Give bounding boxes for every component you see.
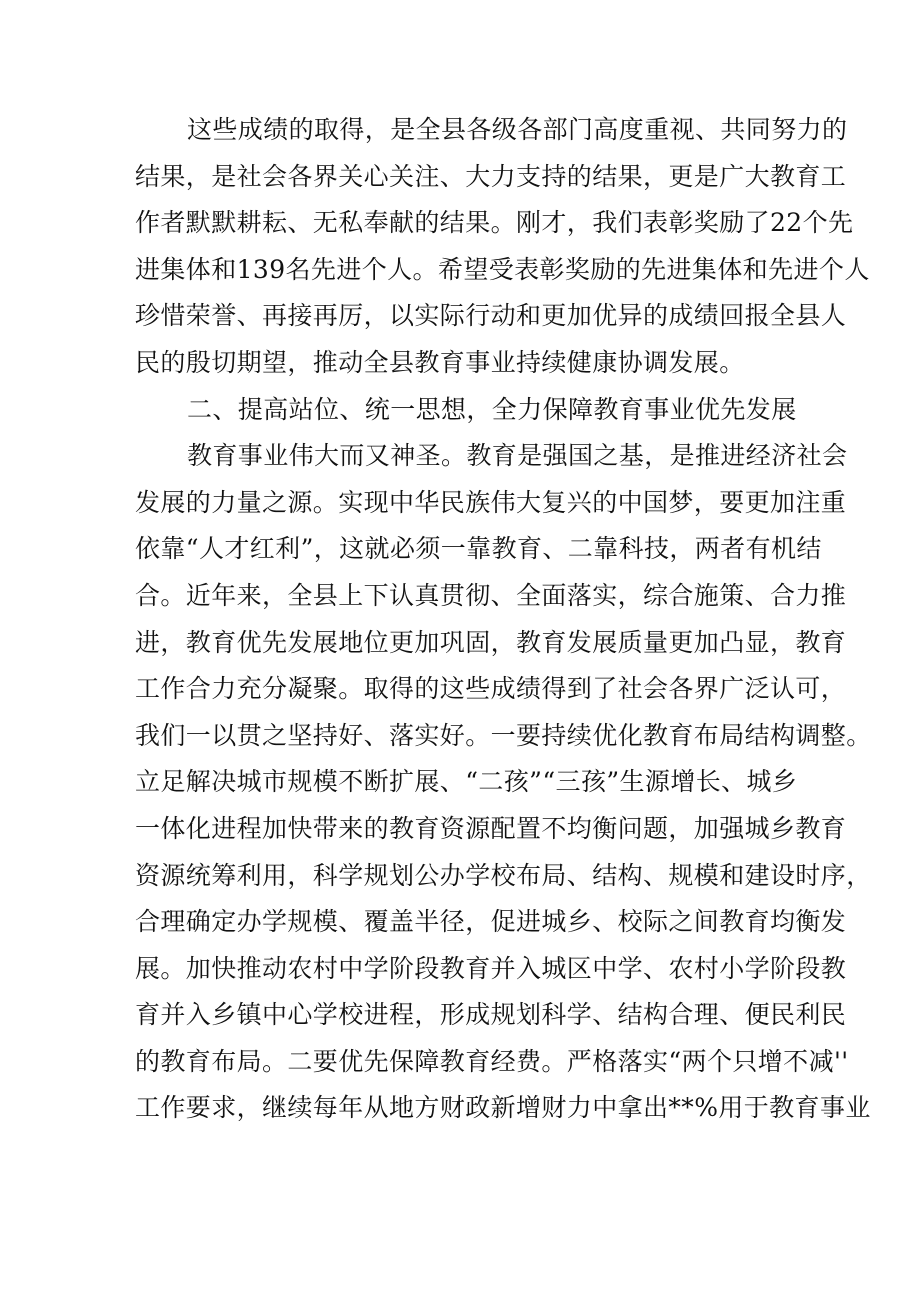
paragraph-line: 立足解决城市规模不断扩展、“二孩”“三孩”生源增长、城乡 [135, 767, 798, 797]
paragraph-line: 进集体和139名先进个人。希望受表彰奖励的先进集体和先进个人 [135, 254, 870, 284]
paragraph-line: 合理确定办学规模、覆盖半径，促进城乡、校际之间教育均衡发 [135, 907, 847, 937]
body-text [135, 107, 872, 1132]
paragraph-line: 展。加快推动农村中学阶段教育并入城区中学、农村小学阶段教 [135, 953, 847, 983]
paragraph-line: 结果，是社会各界关心关注、大力支持的结果，更是广大教育工 [135, 161, 847, 191]
paragraph-line: 资源统筹利用，科学规划公办学校布局、结构、规模和建设时序， [135, 860, 872, 890]
paragraph-line: 育并入乡镇中心学校进程，形成规划科学、结构合理、便民利民 [135, 1000, 847, 1030]
paragraph-line: 依靠“人才红利”，这就必须一靠教育、二靠科技，两者有机结 [135, 534, 822, 564]
paragraph-line: 教育事业伟大而又神圣。教育是强国之基，是推进经济社会 [187, 441, 848, 471]
paragraph-line: 工作要求，继续每年从地方财政新增财力中拿出**%用于教育事业 [135, 1093, 871, 1123]
paragraph-line: 合。近年来，全县上下认真贯彻、全面落实，综合施策、合力推 [135, 580, 847, 610]
paragraph-line: 作者默默耕耘、无私奉献的结果。刚才，我们表彰奖励了22个先 [135, 208, 854, 238]
paragraph-line: 发展的力量之源。实现中华民族伟大复兴的中国梦，要更加注重 [135, 487, 847, 517]
paragraph-line: 我们一以贯之坚持好、落实好。一要持续优化教育布局结构调整。 [135, 720, 872, 750]
paragraph-line: 这些成绩的取得，是全县各级各部门高度重视、共同努力的 [187, 115, 848, 144]
paragraph-line: 珍惜荣誉、再接再厉，以实际行动和更加优异的成绩回报全县人 [135, 301, 847, 331]
paragraph-line: 的教育布局。二要优先保障教育经费。严格落实“两个只增不减'' [135, 1046, 849, 1076]
section-heading: 二、提高站位、统一思想，全力保障教育事业优先发展 [187, 394, 797, 424]
paragraph-line: 工作合力充分凝聚。取得的这些成绩得到了社会各界广泛认可， [135, 674, 847, 704]
paragraph-line: 一体化进程加快带来的教育资源配置不均衡问题，加强城乡教育 [135, 813, 847, 843]
paragraph-line: 民的殷切期望，推动全县教育事业持续健康协调发展。 [135, 347, 745, 377]
paragraph-line: 进，教育优先发展地位更加巩固，教育发展质量更加凸显，教育 [135, 627, 847, 657]
